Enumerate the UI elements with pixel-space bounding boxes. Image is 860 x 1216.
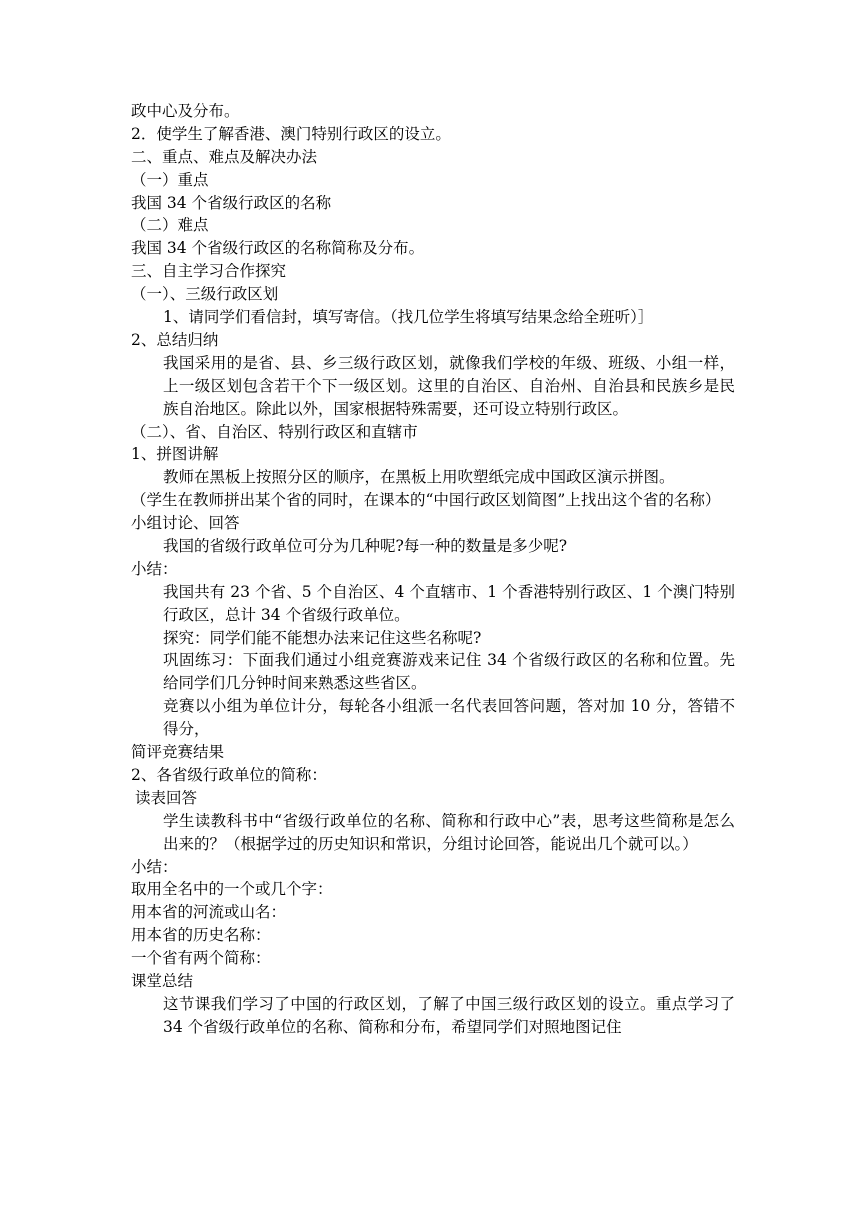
document-body xyxy=(131,100,735,1039)
paragraph: 这节课我们学习了中国的行政区划，了解了中国三级行政区划的设立。重点学习了 34 个省级行政单位的名称、简称和分布，希望同学们对照地图记住 xyxy=(163,994,735,1036)
subsection-heading: 1、拼图讲解 xyxy=(131,445,219,464)
list-item: 用本省的历史名称： xyxy=(131,926,271,945)
text-line: 2．使学生了解香港、澳门特别行政区的设立。 xyxy=(131,124,451,143)
list-item: 一个省有两个简称： xyxy=(131,949,271,968)
subsection-heading: （一）重点 xyxy=(131,170,209,189)
text-line: 政中心及分布。 xyxy=(131,102,240,120)
paragraph: 教师在黑板上按照分区的顺序，在黑板上用吹塑纸完成中国政区演示拼图。 xyxy=(163,468,675,487)
paragraph: 学生读教科书中“省级行政单位的名称、简称和行政中心”表，思考这些简称是怎么出来的？（根据学过的历史知识和常识，分组讨论回答，能说出几个就可以。） xyxy=(163,811,735,853)
list-item: 取用全名中的一个或几个字： xyxy=(131,880,333,899)
subsection-heading: （一）、三级行政区划 xyxy=(131,285,279,304)
text-line: 我国 34 个省级行政区的名称简称及分布。 xyxy=(131,239,425,258)
paragraph: 竞赛以小组为单位计分，每轮各小组派一名代表回答问题，答对加 10 分，答错不得分， xyxy=(163,697,735,739)
paragraph: 巩固练习：下面我们通过小组竞赛游戏来记住 34 个省级行政区的名称和位置。先给同学们几分钟时间来熟悉这些省区。 xyxy=(163,651,735,693)
subsection-heading: 小结： xyxy=(131,559,178,578)
paragraph: （学生在教师拼出某个省的同时，在课本的“中国行政区划简图”上找出这个省的名称） xyxy=(131,491,721,510)
subsection-heading: 小结： xyxy=(131,857,178,876)
subsection-heading: （二）、省、自治区、特别行政区和直辖市 xyxy=(131,422,418,441)
subsection-heading: 小组讨论、回答 xyxy=(131,514,240,533)
subsection-heading: 2、各省级行政单位的简称： xyxy=(131,765,327,784)
section-heading: 三、自主学习合作探究 xyxy=(131,262,287,281)
subsection-heading: 课堂总结 xyxy=(131,972,194,991)
text-line: 1、请同学们看信封，填写寄信。（找几位学生将填写结果念给全班听）］ xyxy=(163,308,654,327)
paragraph: 我国采用的是省、县、乡三级行政区划，就像我们学校的年级、班级、小组一样，上一级区划包含若干个下一级区划。这里的自治区、自治州、自治县和民族乡是民族自治地区。除此以外，国家根据特殊需要，还可设立特别行政区。 xyxy=(163,353,735,418)
paragraph: 我国的省级行政单位可分为几种呢?每一种的数量是多少呢? xyxy=(163,536,568,555)
list-item: 用本省的河流或山名： xyxy=(131,903,287,922)
subsection-heading: 简评竞赛结果 xyxy=(131,743,225,762)
section-heading: 二、重点、难点及解决办法 xyxy=(131,147,318,166)
subsection-heading: 2、总结归纳 xyxy=(131,330,219,349)
paragraph: 探究：同学们能不能想办法来记住这些名称呢? xyxy=(163,628,482,647)
paragraph: 我国共有 23 个省、5 个自治区、4 个直辖市、1 个香港特别行政区、1 个澳门特别行政区，总计 34 个省级行政单位。 xyxy=(163,582,735,624)
subsection-heading: 读表回答 xyxy=(135,788,198,807)
text-line: 我国 34 个省级行政区的名称 xyxy=(131,193,332,212)
subsection-heading: （二）难点 xyxy=(131,216,209,235)
